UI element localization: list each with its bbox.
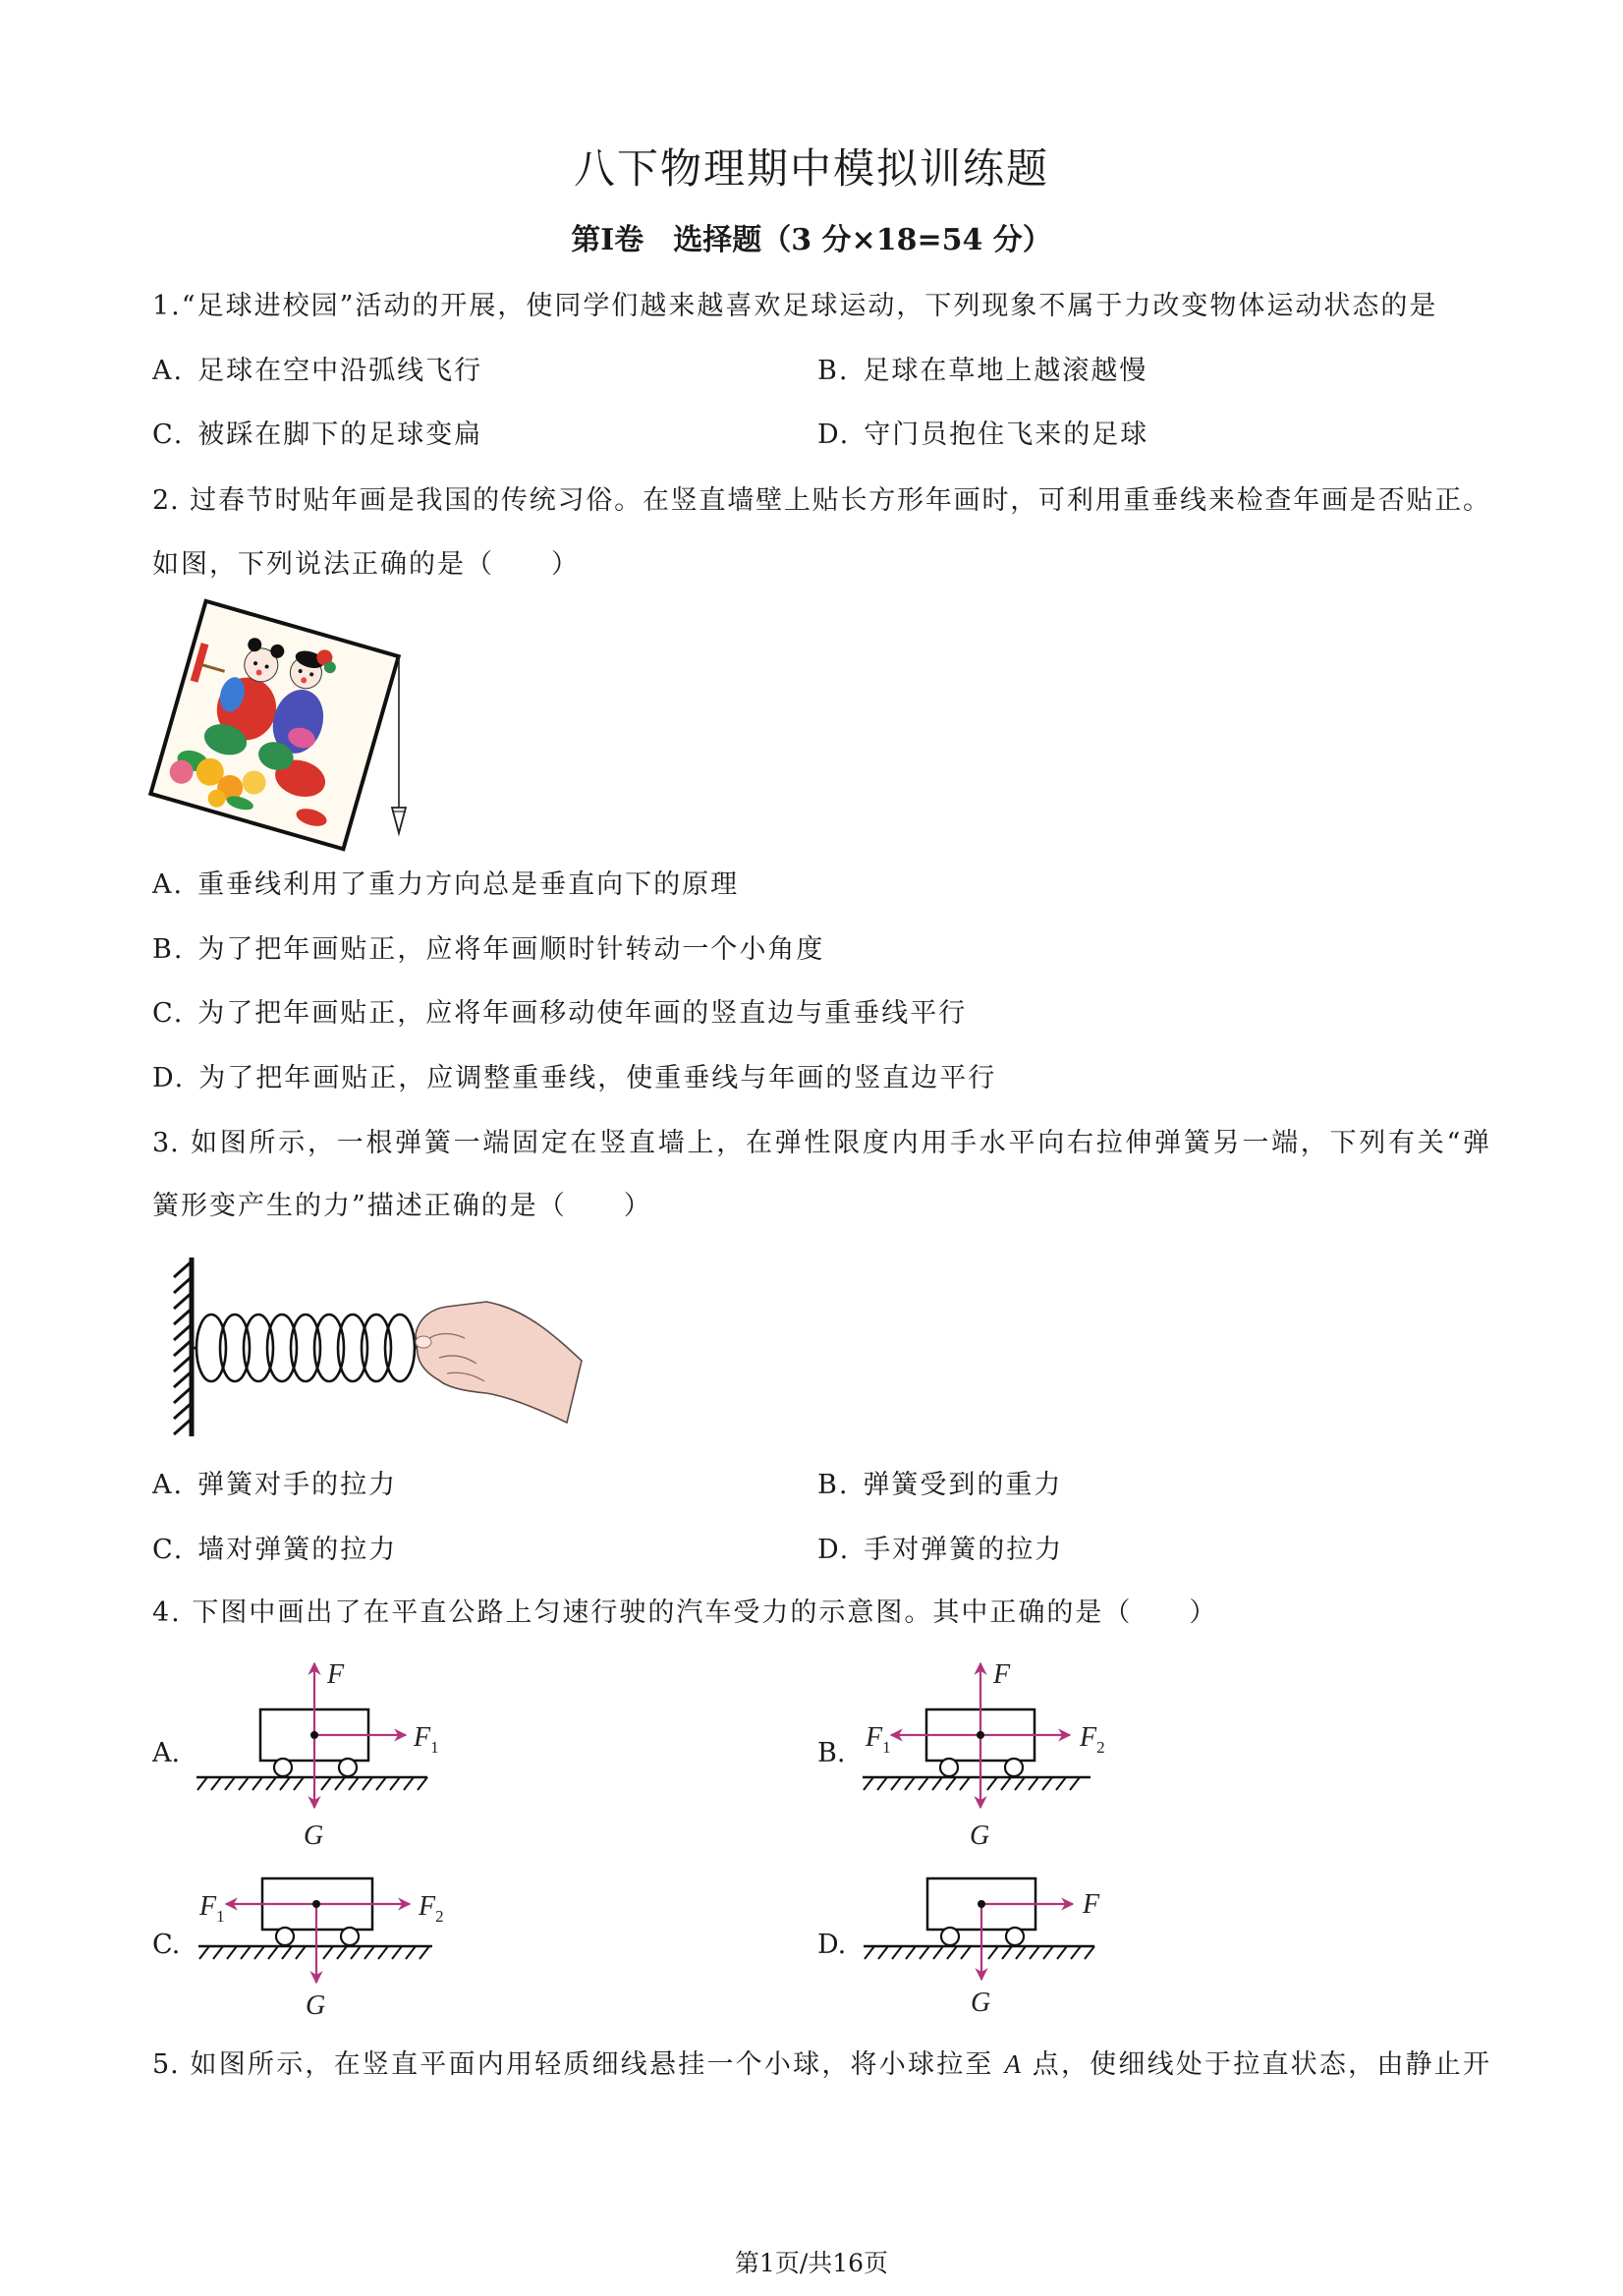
svg-text:F1 bbox=[198, 1891, 225, 1926]
diagram-b-letter: B. bbox=[817, 1738, 846, 1768]
force-label-right: F bbox=[1080, 1722, 1097, 1753]
car-diagram-b bbox=[858, 1655, 1115, 1852]
question-5-stem bbox=[152, 2047, 1490, 2081]
point-a-label: A bbox=[1004, 2049, 1022, 2079]
wheel bbox=[941, 1928, 959, 1945]
option-text: 足球在空中沿弧线飞行 bbox=[197, 356, 483, 386]
svg-text:G bbox=[971, 1988, 990, 2018]
car-diagram-a bbox=[192, 1655, 449, 1852]
page-footer: 第1页/共16页 bbox=[734, 2249, 889, 2277]
option-text: 足球在草地上越滚越慢 bbox=[863, 356, 1148, 386]
option-letter: B. bbox=[152, 934, 185, 965]
wheel bbox=[341, 1928, 359, 1945]
question-1-stem: 1.“足球进校园”活动的开展，使同学们越来越喜欢足球运动，下列现象不属于力改变物体运动状态的是 bbox=[152, 291, 1438, 321]
force-label-right: F bbox=[1083, 1889, 1100, 1920]
ground-hatching bbox=[197, 1777, 427, 1790]
option-letter: D. bbox=[152, 1063, 186, 1093]
force-label-down: G bbox=[306, 1990, 326, 2021]
stem-part: 点，使细线处于拉直状态，由静止开 bbox=[1021, 2049, 1490, 2080]
force-label-right-sub: 2 bbox=[435, 1907, 444, 1926]
question-2-stem-line-2: 如图，下列说法正确的是（ ） bbox=[152, 549, 580, 580]
option-letter: D. bbox=[817, 420, 851, 450]
force-label-left: F bbox=[866, 1722, 883, 1753]
force-label-right-sub: 2 bbox=[1096, 1738, 1105, 1757]
diagram-c-letter: C. bbox=[152, 1930, 181, 1960]
ground-hatching bbox=[199, 1946, 429, 1959]
force-label-down: G bbox=[971, 1988, 991, 2018]
wheel bbox=[274, 1759, 292, 1776]
question-3-option-c bbox=[152, 1534, 397, 1567]
svg-text:F1 bbox=[865, 1722, 891, 1757]
question-2-option-b bbox=[152, 933, 824, 967]
svg-text:G bbox=[306, 1990, 325, 2021]
question-1-option-a bbox=[152, 355, 482, 388]
stem-part: 5. 如图所示，在竖直平面内用轻质细线悬挂一个小球，将小球拉至 bbox=[152, 2049, 1005, 2080]
option-letter: C. bbox=[152, 998, 185, 1029]
option-letter: D. bbox=[817, 1535, 851, 1565]
hand bbox=[416, 1302, 582, 1423]
svg-text:F bbox=[326, 1659, 345, 1690]
force-label-right-sub: 1 bbox=[430, 1738, 439, 1757]
diagram-d-letter: D. bbox=[817, 1930, 847, 1960]
option-text: 弹簧对手的拉力 bbox=[197, 1470, 398, 1500]
car-diagram-d bbox=[859, 1824, 1116, 2021]
question-2-option-a bbox=[152, 868, 739, 902]
option-letter: C. bbox=[152, 420, 185, 450]
center-dot bbox=[977, 1731, 984, 1739]
option-text: 重垂线利用了重力方向总是垂直向下的原理 bbox=[197, 869, 740, 900]
option-letter: A. bbox=[152, 356, 185, 386]
section-heading: 第Ⅰ卷 选择题（3 分×18=54 分） bbox=[571, 223, 1052, 257]
force-label-left-sub: 1 bbox=[882, 1738, 891, 1757]
new-year-picture-figure bbox=[138, 589, 432, 855]
force-label-left: F bbox=[199, 1891, 217, 1922]
option-letter: B. bbox=[817, 1470, 850, 1500]
force-label-down: G bbox=[304, 1820, 324, 1851]
option-letter: A. bbox=[152, 869, 185, 900]
option-text: 为了把年画贴正，应将年画顺时针转动一个小角度 bbox=[197, 934, 825, 965]
car-diagram-c bbox=[194, 1824, 451, 2021]
option-text: 墙对弹簧的拉力 bbox=[197, 1535, 398, 1565]
wheel bbox=[1006, 1928, 1024, 1945]
option-text: 为了把年画贴正，应将年画移动使年画的竖直边与重垂线平行 bbox=[197, 998, 968, 1029]
wheel bbox=[276, 1928, 294, 1945]
force-label-right: F bbox=[419, 1891, 436, 1922]
option-text: 守门员抱住飞来的足球 bbox=[864, 420, 1149, 450]
svg-text:F bbox=[992, 1659, 1011, 1690]
question-3-stem-line-1: 3. 如图所示，一根弹簧一端固定在竖直墙上，在弹性限度内用手水平向右拉伸弹簧另一端，下列有关“弹 bbox=[152, 1128, 1490, 1158]
wall-hatching bbox=[174, 1261, 192, 1434]
ground-hatching bbox=[865, 1946, 1094, 1959]
question-1-option-c bbox=[152, 419, 482, 452]
option-text: 手对弹簧的拉力 bbox=[864, 1535, 1064, 1565]
question-1-option-d bbox=[817, 419, 1148, 452]
svg-text:F2 bbox=[418, 1891, 444, 1926]
wheel bbox=[940, 1759, 958, 1776]
question-3-option-a bbox=[152, 1469, 397, 1502]
diagram-a-letter: A. bbox=[152, 1738, 181, 1768]
force-label-up: F bbox=[327, 1659, 345, 1690]
wheel bbox=[339, 1759, 357, 1776]
force-label-right: F bbox=[414, 1722, 431, 1753]
svg-text:F1 bbox=[413, 1722, 439, 1757]
question-1-option-b bbox=[817, 355, 1147, 388]
spring-figure bbox=[152, 1248, 589, 1444]
option-text: 被踩在脚下的足球变扁 bbox=[197, 420, 483, 450]
question-2-stem-line-1: 2. 过春节时贴年画是我国的传统习俗。在竖直墙壁上贴长方形年画时，可利用重垂线来检查年画是否贴正。 bbox=[152, 485, 1490, 516]
page-title: 八下物理期中模拟训练题 bbox=[573, 144, 1049, 193]
option-text: 为了把年画贴正，应调整重垂线，使重垂线与年画的竖直边平行 bbox=[198, 1063, 997, 1093]
question-3-option-d bbox=[817, 1534, 1063, 1567]
center-dot bbox=[312, 1900, 320, 1908]
center-dot bbox=[978, 1900, 985, 1908]
question-3-stem-line-2: 簧形变产生的力”描述正确的是（ ） bbox=[152, 1191, 652, 1221]
option-letter: A. bbox=[152, 1470, 185, 1500]
svg-text:F2 bbox=[1079, 1722, 1105, 1757]
svg-text:F bbox=[1082, 1889, 1100, 1920]
ground-hatching bbox=[864, 1777, 1080, 1790]
question-2-option-c bbox=[152, 997, 967, 1031]
force-label-left-sub: 1 bbox=[216, 1907, 225, 1926]
wheel bbox=[1005, 1759, 1023, 1776]
question-3-option-b bbox=[817, 1469, 1062, 1502]
question-4-stem: 4. 下图中画出了在平直公路上匀速行驶的汽车受力的示意图。其中正确的是（ ） bbox=[152, 1597, 1218, 1628]
force-label-up: F bbox=[993, 1659, 1011, 1690]
force-label-down: G bbox=[970, 1820, 990, 1851]
option-text: 弹簧受到的重力 bbox=[863, 1470, 1063, 1500]
option-letter: C. bbox=[152, 1535, 185, 1565]
center-dot bbox=[310, 1731, 318, 1739]
spring bbox=[194, 1315, 423, 1381]
question-2-option-d bbox=[152, 1062, 996, 1095]
new-year-picture bbox=[150, 601, 398, 849]
option-letter: B. bbox=[817, 356, 850, 386]
